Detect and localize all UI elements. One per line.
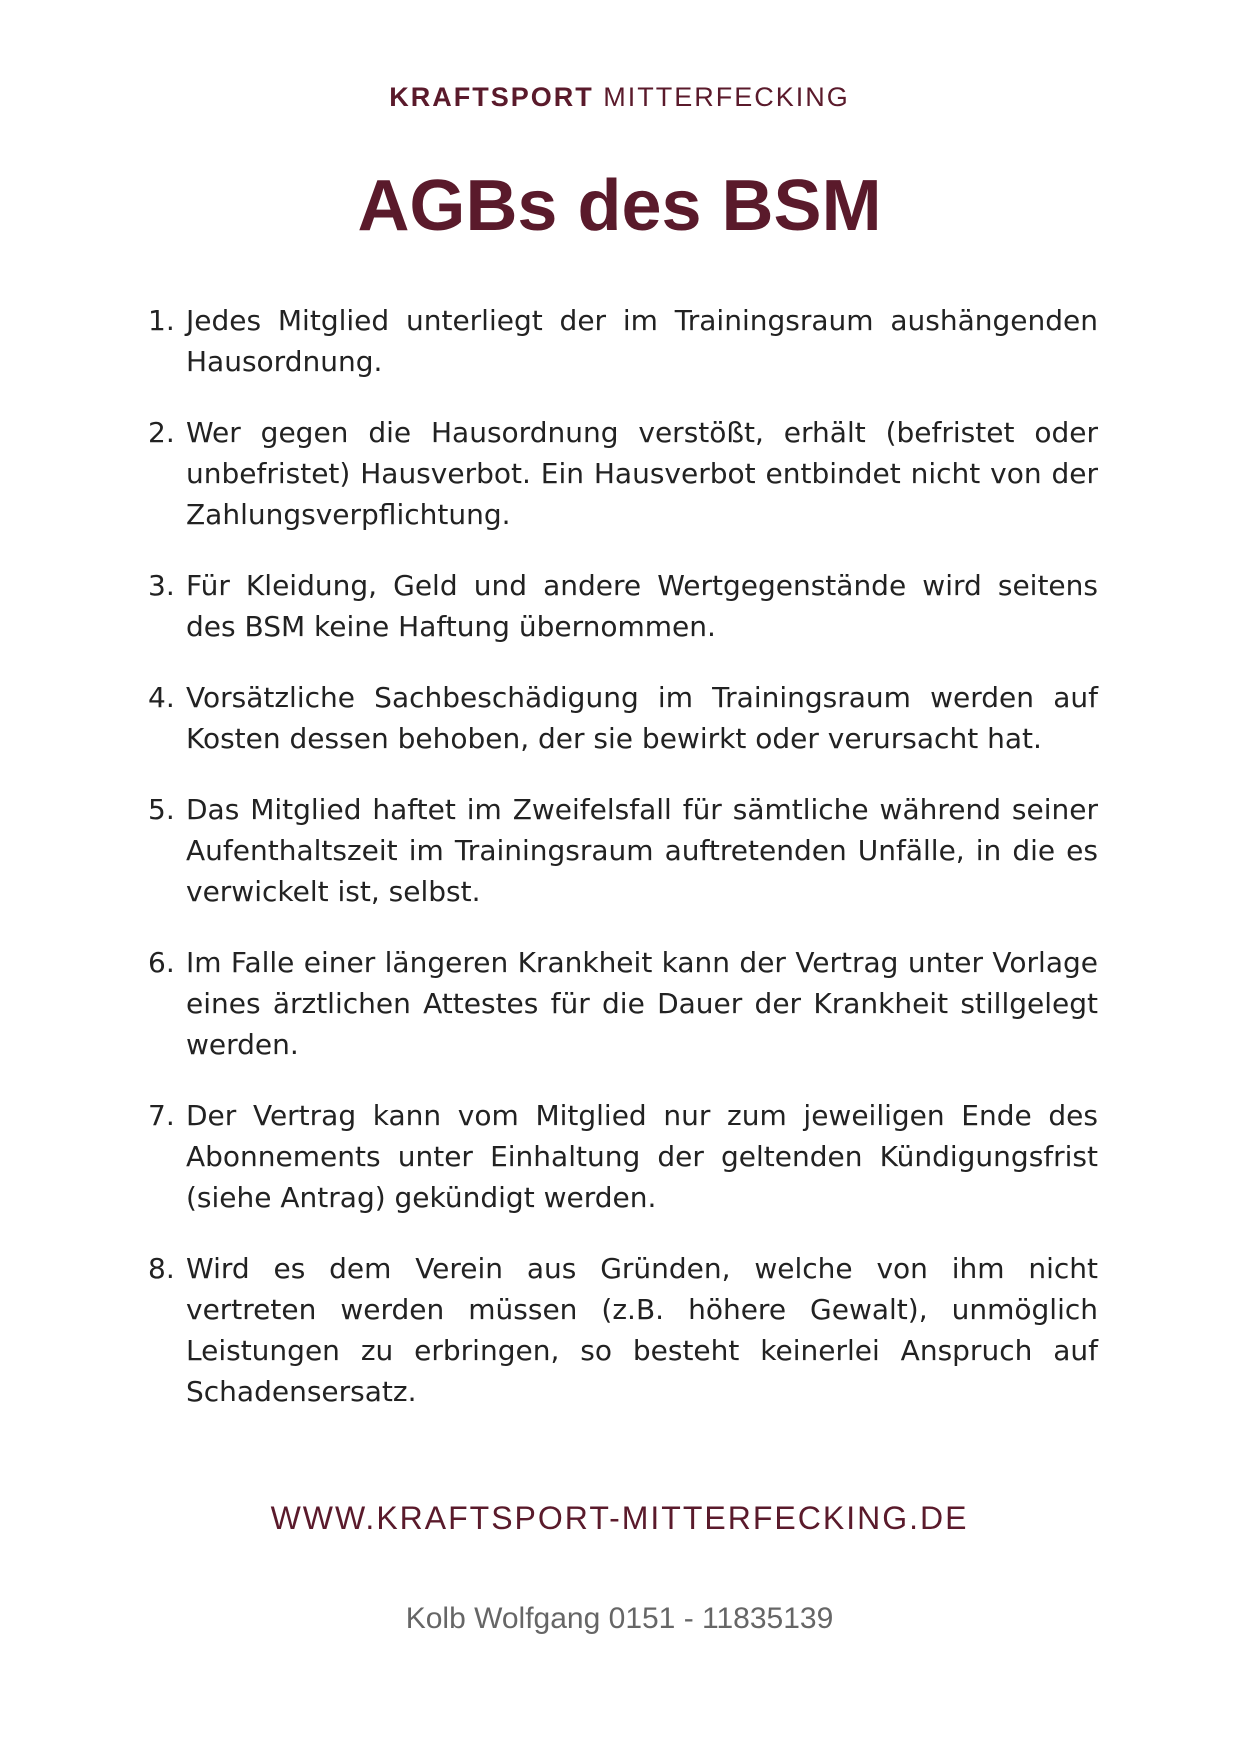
brand-header xyxy=(0,82,1239,113)
page-title: AGBs des BSM xyxy=(357,166,882,246)
rule-number: 7. xyxy=(148,1099,175,1132)
rule-item-1 xyxy=(148,300,1098,382)
rule-item-2 xyxy=(148,412,1098,535)
website-url: WWW.KRAFTSPORT-MITTERFECKING.DE xyxy=(270,1500,969,1536)
rule-item-4 xyxy=(148,677,1098,759)
rule-number: 1. xyxy=(148,304,175,337)
rule-text: Im Falle einer längeren Krankheit kann der Vertrag unter Vorlage eines ärztlichen Attestes für die Dauer der Krankheit stillgelegt werden. xyxy=(186,946,1098,1061)
rule-text: Jedes Mitglied unterliegt der im Trainingsraum aushängenden Hausordnung. xyxy=(186,304,1098,378)
rule-item-8 xyxy=(148,1248,1098,1412)
rule-text: Vorsätzliche Sachbeschädigung im Trainingsraum werden auf Kosten dessen behoben, der sie bewirkt oder verursacht hat. xyxy=(186,681,1098,755)
rule-number: 2. xyxy=(148,416,175,449)
rule-number: 3. xyxy=(148,569,175,602)
rule-item-3 xyxy=(148,565,1098,647)
rule-text: Wer gegen die Hausordnung verstößt, erhält (befristet oder unbefristet) Hausverbot. Ein Hausverbot entbindet nicht von der Zahlungsverpflichtung. xyxy=(186,416,1098,531)
contact-info: Kolb Wolfgang 0151 - 11835139 xyxy=(405,1602,834,1635)
rule-item-5 xyxy=(148,789,1098,912)
brand-name-light: MITTERFECKING xyxy=(603,82,850,112)
rule-item-6 xyxy=(148,942,1098,1065)
rule-item-7 xyxy=(148,1095,1098,1218)
brand-name-bold: KRAFTSPORT xyxy=(389,82,594,112)
rule-number: 6. xyxy=(148,946,175,979)
rule-text: Für Kleidung, Geld und andere Wertgegenstände wird seitens des BSM keine Haftung übernommen. xyxy=(186,569,1098,643)
rules-list xyxy=(148,300,1098,1442)
rule-text: Der Vertrag kann vom Mitglied nur zum jeweiligen Ende des Abonnements unter Einhaltung der geltenden Kündigungsfrist (siehe Antrag) gekündigt werden. xyxy=(186,1099,1098,1214)
rule-text: Das Mitglied haftet im Zweifelsfall für sämtliche während seiner Aufenthaltszeit im Trainingsraum auftretenden Unfälle, in die es verwickelt ist, selbst. xyxy=(186,793,1098,908)
rule-number: 5. xyxy=(148,793,175,826)
rule-number: 8. xyxy=(148,1252,175,1285)
rule-number: 4. xyxy=(148,681,175,714)
rule-text: Wird es dem Verein aus Gründen, welche von ihm nicht vertreten werden müssen (z.B. höhere Gewalt), unmöglich Leistungen zu erbringen, so besteht keinerlei Anspruch auf Schadensersatz. xyxy=(186,1252,1098,1408)
